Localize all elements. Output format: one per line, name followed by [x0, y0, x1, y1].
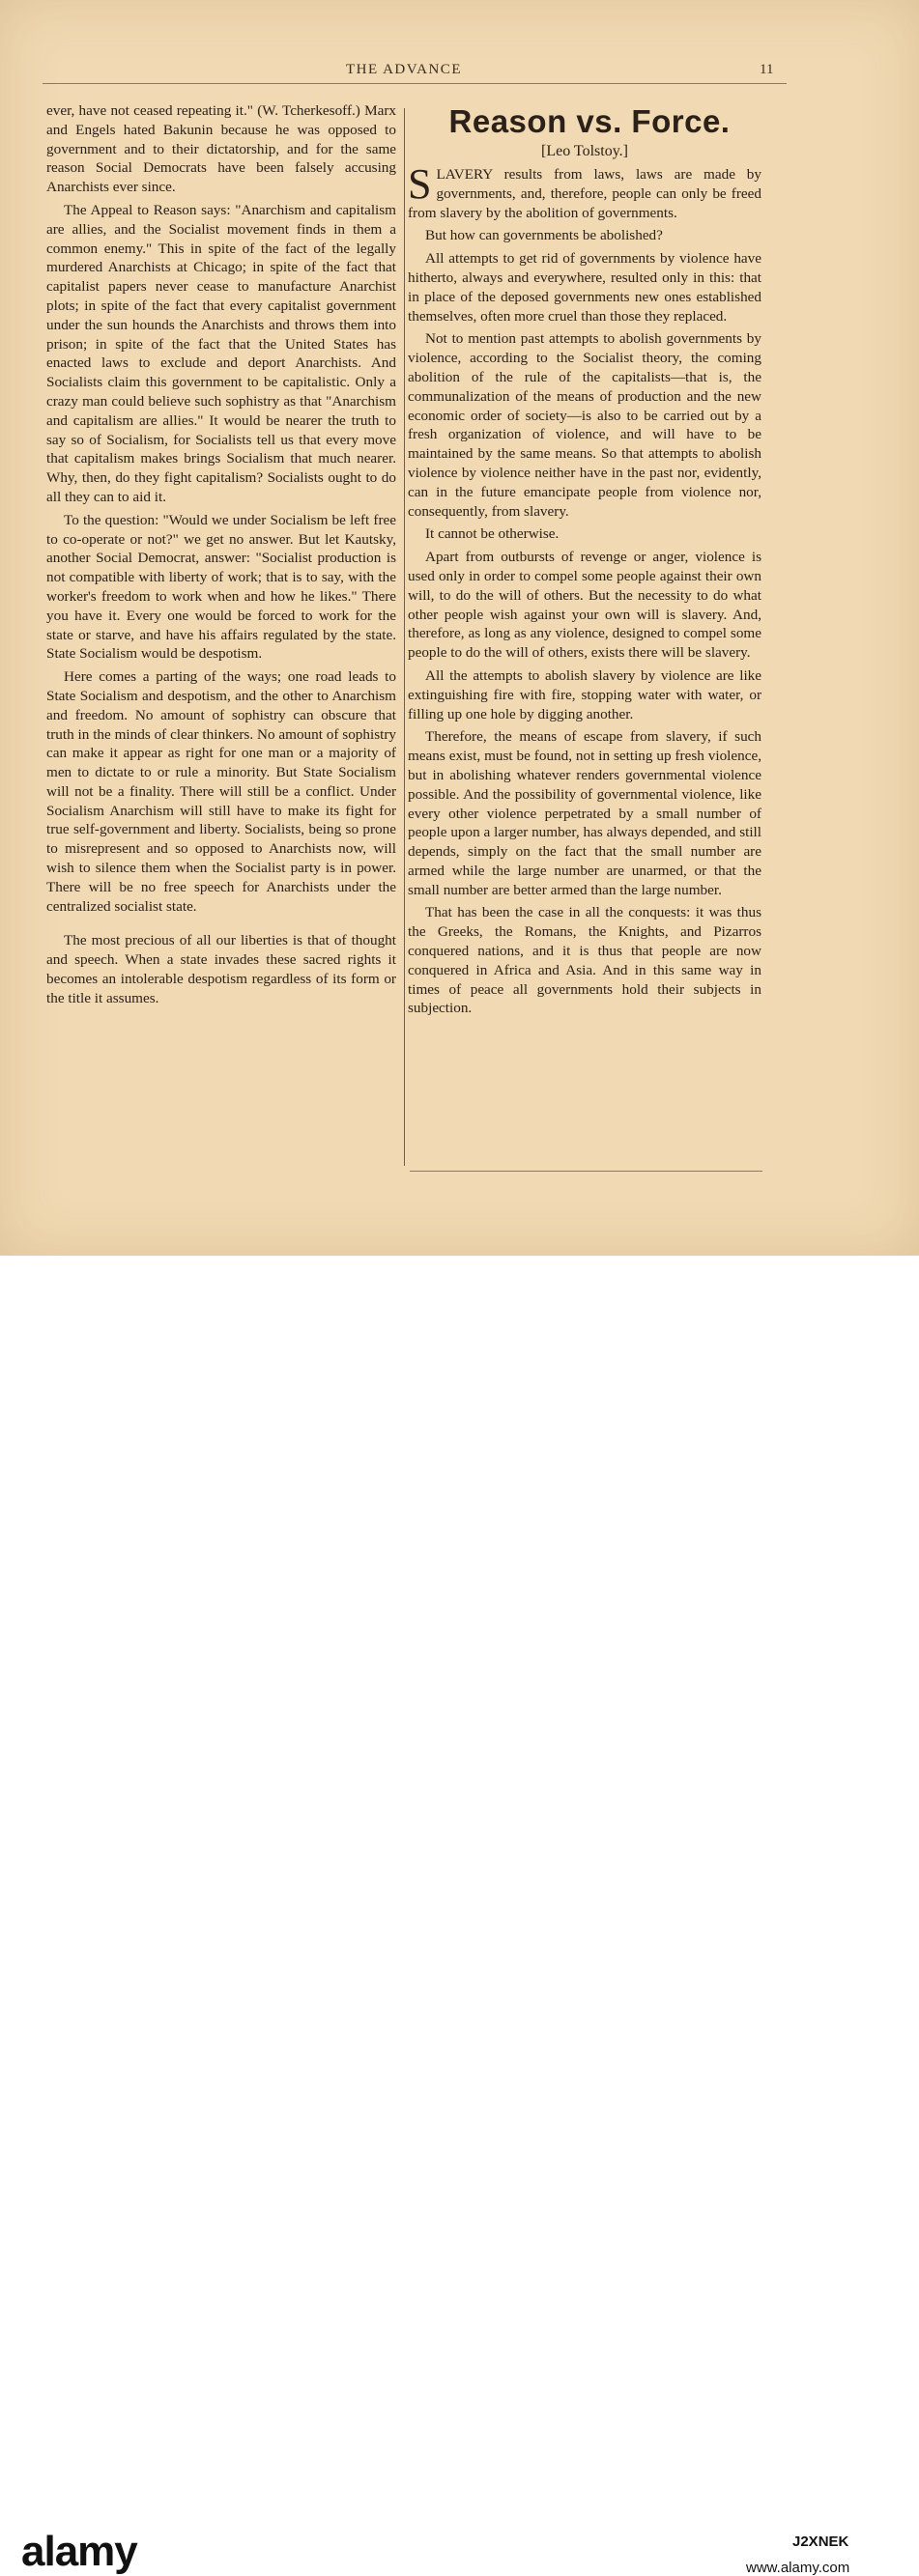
- article-byline: [Leo Tolstoy.]: [541, 143, 628, 159]
- article-paragraph: All the attempts to abolish slavery by violence are like extinguishing fire with fire, stopping water with water, or filling up one hole by digging another.: [408, 666, 761, 722]
- article-end-rule: [410, 1171, 762, 1172]
- article-paragraph: Not to mention past attempts to abolish governments by violence, according to the Socialist theory, the coming abolition of the rule of the capitalists—that is, the communalization of the means of production and the new economic order of society—is also to be carried out by a fresh organization of violence, and will have to be maintained by the same means. So that attempts to abolish violence by violence neither have in the past nor, evidently, can in the future emancipate people from violence nor, consequently, from slavery.: [408, 330, 761, 520]
- page-number: 11: [760, 62, 774, 77]
- right-column: [408, 101, 761, 1022]
- brand-logo: alamy: [21, 2528, 137, 2575]
- left-paragraph: The Appeal to Reason says: "Anarchism and capitalism are allies, and the Socialist movement finds in them a common enemy." This in spite of the fact of the legally murdered Anarchists at Chicago; in spite of the fact that capitalist papers never cease to manufacture Anarchist plots; in spite of the fact that every capitalist government under the sun hounds the Anarchists and throws them into prison; in spite of the fact that the United States has enacted laws to exclude and deport Anarchists. And Socialists claim this government to be capitalistic. Only a crazy man could believe such sophistry as that "Anarchism and capitalism are allies." It would be nearer the truth to say so of Socialism, for Socialists tell us that every move that capitalism makes brings Socialism that much nearer. Why, then, do they fight capitalism? Socialists ought to do all they can to aid it.: [46, 201, 396, 505]
- article-paragraph: Apart from outbursts of revenge or anger, violence is used only in order to compel some people against their own will, to do the will of others. But the necessity to do what other people wish against your own will is slavery. And, therefore, as long as any violence, designed to compel some people to do the will of others, exists there will be slavery.: [408, 549, 761, 662]
- left-paragraph: The most precious of all our liberties is that of thought and speech. When a state invades these sacred rights it becomes an intolerable despotism regardless of its form or the title it assumes.: [46, 932, 396, 1006]
- site-url: www.alamy.com: [746, 2560, 850, 2576]
- left-paragraph: Here comes a parting of the ways; one road leads to State Socialism and despotism, and the other to Anarchism and freedom. No amount of sophistry can obscure that truth in the minds of clear thinkers. No amount of sophistry can make it appear as right for one man or a majority of men to dictate to or rule a minority. But State Socialism will not be a finality. There will still be a conflict. Under Socialism Anarchism will still have to make its fight for true self-government and liberty. Socialists, being so prone to misrepresent and so opposed to Anarchists now, will wish to silence them when the Socialist party is in power. There will be no free speech for Anarchists under the centralized socialist state.: [46, 668, 396, 915]
- lead-text: LAVERY results from laws, laws are made by governments, and, therefore, people can only be freed from slavery by the abolition of governments.: [408, 166, 761, 221]
- header-rule: [43, 83, 787, 84]
- article-title: Reason vs. Force.: [448, 103, 731, 139]
- scanned-page: [0, 0, 919, 1256]
- left-paragraph: ever, have not ceased repeating it." (W. Tcherkesoff.) Marx and Engels hated Bakunin because he was opposed to government and to their dictatorship, and for the same reason Social Democrats have been falsely accusing Anarchists ever since.: [46, 102, 396, 196]
- left-column: [46, 101, 396, 1012]
- stock-footer: [0, 1256, 919, 2576]
- left-paragraph: To the question: "Would we under Socialism be left free to co-operate or not?" we get no answer. But let Kautsky, another Social Democrat, answer: "Socialist production is not compatible with liberty of work; that is to say, with the worker's freedom to work when and how he likes." There you have it. Every one would be forced to work for the state or starve, and have his affairs regulated by the state. State Socialism would be despotism.: [46, 511, 396, 663]
- column-divider: [404, 108, 405, 1166]
- image-id: J2XNEK: [792, 2534, 849, 2550]
- article-paragraph: All attempts to get rid of governments by violence have hitherto, always and everywhere, resulted only in this: that in place of the deposed governments new ones established themselves, often more cruel than those they replaced.: [408, 250, 761, 325]
- article-paragraph: But how can governments be abolished?: [425, 227, 663, 244]
- article-paragraph: That has been the case in all the conquests: it was thus the Greeks, the Romans, the Knights, and Pizarros conquered nations, and it is thus that people are now conquered in Africa and Asia. And in this same way in times of peace all governments hold their subjects in subjection.: [408, 904, 761, 1017]
- page-header: [19, 58, 889, 87]
- drop-cap: S: [408, 160, 432, 208]
- lead-paragraph: [408, 160, 761, 222]
- article-paragraph: It cannot be otherwise.: [425, 525, 560, 543]
- article-paragraph: Therefore, the means of escape from slavery, if such means exist, must be found, not in setting up fresh violence, but in abolishing whatever renders governmental violence possible. And the possibility of governmental violence, like every other violence perpetrated by a small number of people upon a larger number, has always depended, and still depends, simply on the fact that the small number are armed while the large number are unarmed, or that the small number are better armed than the large number.: [408, 728, 761, 898]
- running-title: THE ADVANCE: [346, 62, 462, 77]
